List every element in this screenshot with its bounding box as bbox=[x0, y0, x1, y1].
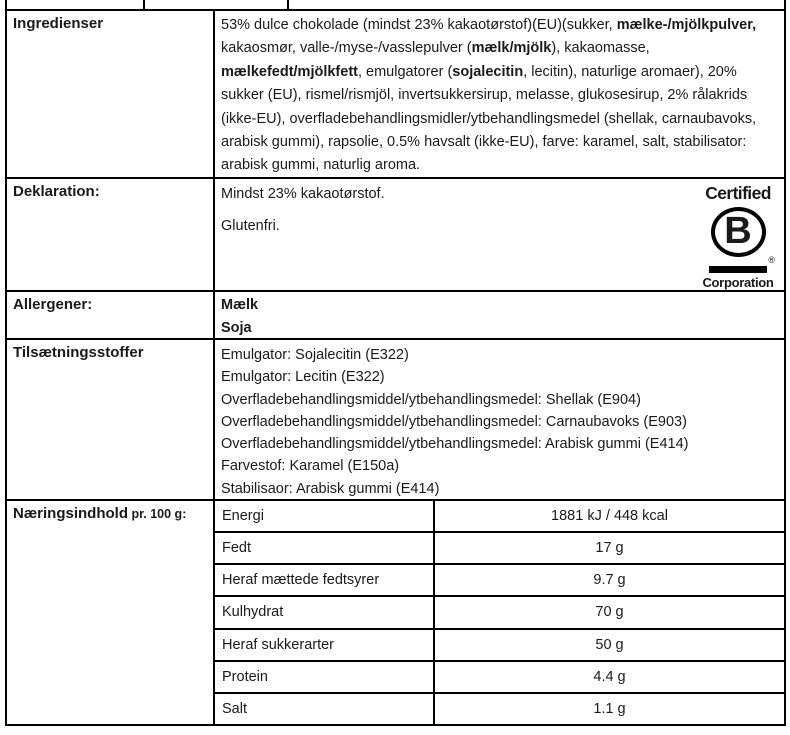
bcorp-b-letter: B bbox=[724, 210, 752, 252]
nutrition-row bbox=[215, 563, 784, 595]
nutrient-name: Fedt bbox=[215, 533, 435, 563]
declaration-line: Mindst 23% kakaotørstof. bbox=[221, 186, 385, 202]
nutrition-row bbox=[215, 692, 784, 724]
additives-content bbox=[215, 340, 784, 499]
additive-line: Emulgator: Sojalecitin (E322) bbox=[221, 347, 409, 363]
allergen-item: Mælk bbox=[221, 297, 259, 313]
nutrition-label bbox=[7, 501, 215, 724]
nutrient-value: 17 g bbox=[595, 540, 624, 557]
ingredients-label: Ingredienser bbox=[7, 11, 215, 177]
declaration-content bbox=[215, 179, 784, 290]
registered-trademark-icon: ® bbox=[768, 255, 775, 265]
cutoff-row-divider bbox=[287, 0, 289, 9]
nutrition-row bbox=[215, 595, 784, 627]
nutrition-row bbox=[215, 660, 784, 692]
ingredients-content bbox=[215, 11, 784, 177]
row-ingredients bbox=[7, 11, 784, 177]
spec-table bbox=[5, 9, 786, 726]
cutoff-row-above bbox=[5, 0, 786, 9]
additive-line: Overfladebehandlingsmiddel/ytbehandlingsmedel: Shellak (E904) bbox=[221, 391, 641, 408]
cutoff-row-divider bbox=[143, 0, 145, 9]
bcorp-underline-bar bbox=[709, 266, 767, 273]
nutrition-table bbox=[215, 501, 784, 724]
additive-line: Overfladebehandlingsmiddel/ytbehandlingsmedel: Arabisk gummi (E414) bbox=[221, 436, 689, 453]
nutrient-name: Heraf sukkerarter bbox=[215, 630, 435, 660]
additive-line: Farvestof: Karamel (E150a) bbox=[221, 458, 400, 475]
additive-line: Stabilisaor: Arabisk gummi (E414) bbox=[221, 480, 440, 497]
nutrition-row bbox=[215, 531, 784, 563]
allergen-item: Soja bbox=[221, 320, 252, 336]
declaration-label: Deklaration: bbox=[7, 179, 215, 290]
nutrient-name: Protein bbox=[215, 662, 435, 692]
nutrient-value: 9.7 g bbox=[593, 572, 626, 589]
nutrient-value: 1881 kJ / 448 kcal bbox=[551, 508, 668, 525]
nutrition-row bbox=[215, 628, 784, 660]
row-declaration bbox=[7, 177, 784, 290]
nutrient-value: 70 g bbox=[595, 604, 624, 621]
bcorp-certification-logo bbox=[694, 181, 782, 290]
nutrient-name: Salt bbox=[215, 694, 435, 724]
nutrition-row bbox=[215, 501, 784, 531]
nutrition-label-main: Næringsindhold bbox=[13, 505, 128, 522]
nutrient-name: Heraf mættede fedtsyrer bbox=[215, 565, 435, 595]
nutrient-value: 50 g bbox=[595, 636, 624, 653]
nutrition-label-suffix: pr. 100 g: bbox=[128, 507, 187, 521]
nutrient-value: 1.1 g bbox=[593, 700, 626, 717]
row-additives bbox=[7, 338, 784, 499]
bcorp-circle-icon bbox=[711, 207, 766, 257]
bcorp-certified-text: Certified bbox=[705, 183, 771, 203]
nutrient-name: Kulhydrat bbox=[215, 597, 435, 627]
ingredients-text: 53% dulce chokolade (mindst 23% kakaotørstof)(EU)(sukker, mælke-/mjölkpulver, kakaosmør, valle-/myse-/vasslepulver (mælk/mjölk), kakaomasse, mælkefedt/mjölkfett, emulgatorer (sojalecitin, lecitin), naturlige aromaer), 20% sukker (EU), rismel/rismjöl, invertsukkersirup, melasse, glukosesirup, 2% rålakrids (ikke-EU), overfladebehandlingsmidler/ytbehandlingsmedel (shellak, carnaubavoks, arabisk gummi), rapsolie, 0.5% havsalt (ikke-EU), farve: karamel, salt, stabilisator: arabisk gummi, naturlig aroma. bbox=[221, 17, 757, 174]
row-allergens bbox=[7, 290, 784, 338]
additives-label: Tilsætningsstoffer bbox=[7, 340, 215, 499]
declaration-text bbox=[221, 181, 385, 290]
declaration-line: Glutenfri. bbox=[221, 218, 280, 234]
additive-line: Emulgator: Lecitin (E322) bbox=[221, 369, 385, 386]
row-nutrition bbox=[7, 499, 784, 724]
allergens-label: Allergener: bbox=[7, 292, 215, 338]
additive-line: Overfladebehandlingsmiddel/ytbehandlingsmedel: Carnaubavoks (E903) bbox=[221, 413, 687, 430]
bcorp-corporation-text: Corporation bbox=[702, 275, 774, 290]
allergens-content bbox=[215, 292, 784, 338]
bcorp-bar-wrap bbox=[709, 255, 775, 273]
nutrient-name: Energi bbox=[215, 501, 435, 531]
nutrient-value: 4.4 g bbox=[593, 668, 626, 685]
